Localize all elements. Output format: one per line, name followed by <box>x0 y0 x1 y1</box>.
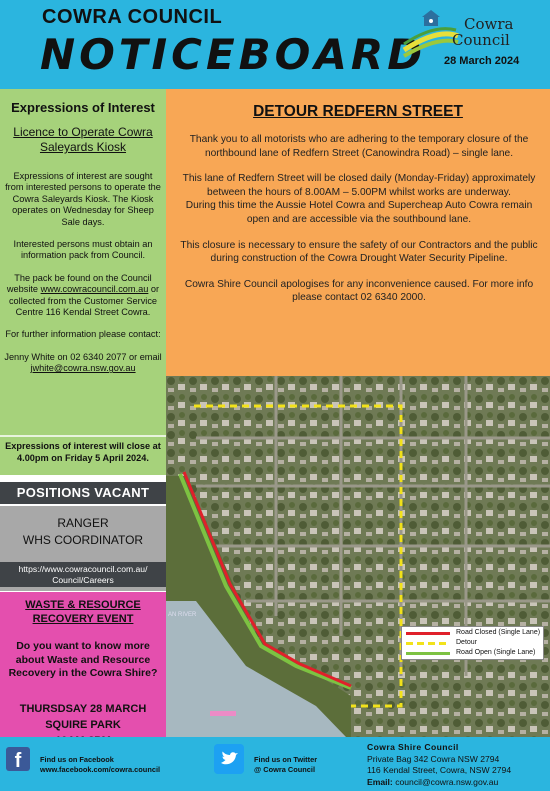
waste-title-line-2: RECOVERY EVENT <box>32 613 134 625</box>
waste-event-panel <box>0 592 166 737</box>
legend-road-closed <box>402 628 545 638</box>
eoi-contact-prefix: Jenny White on 02 6340 2077 or email <box>4 351 162 362</box>
council-name: COWRA COUNCIL <box>42 6 223 28</box>
address-email-label: Email: <box>367 776 396 787</box>
waste-event-question: Do you want to know more about Waste and Resource Recovery in the Cowra Shire? <box>8 640 158 679</box>
twitter-line-1: Find us on Twitter <box>254 755 318 764</box>
legend-road-closed-swatch <box>406 632 450 635</box>
position-whs-coordinator: WHS COORDINATOR <box>22 533 144 547</box>
detour-para-2a: This lane of Redfern Street will be closed daily (Monday-Friday) approximately between the hours of 8.00AM – 5.00PM whilst works are underway. <box>182 173 536 198</box>
council-website-link[interactable]: www.cowracouncil.com.au <box>40 284 149 295</box>
positions-vacant-heading: POSITIONS VACANT <box>0 482 166 504</box>
detour-para-4: Cowra Shire Council apologises for any inconvenience caused. For more info please contact 02 6340 2000. <box>184 278 534 304</box>
waste-event-date: THURSDSAY 28 MARCH <box>19 703 147 715</box>
logo-wordmark <box>452 16 513 48</box>
logo-line-cowra: Cowra <box>464 15 514 33</box>
eoi-para-4: For further information please contact: <box>5 329 161 340</box>
eoi-para-3-prefix: The pack be found on the Council website <box>6 272 152 295</box>
eoi-para-3 <box>4 273 162 319</box>
event-location-marker <box>210 711 236 716</box>
waste-event-title <box>0 598 166 626</box>
facebook-icon[interactable]: f <box>6 747 30 771</box>
eoi-contact <box>4 352 162 375</box>
position-ranger: RANGER <box>57 516 109 530</box>
contact-email-link[interactable]: jwhite@cowra.nsw.gov.au <box>30 363 136 374</box>
waste-event-location: SQUIRE PARK <box>45 719 121 731</box>
careers-link[interactable] <box>0 562 166 587</box>
facebook-line-2: www.facebook.com/cowra.council <box>40 765 161 774</box>
eoi-heading: Expressions of Interest <box>11 100 155 115</box>
address-email-link[interactable]: council@cowra.nsw.gov.au <box>395 776 499 787</box>
careers-link-line-1: https://www.cowracouncil.com.au/ <box>18 564 148 574</box>
left-column <box>0 89 166 737</box>
legend-detour-swatch <box>406 642 450 645</box>
legend-road-open <box>402 648 545 658</box>
council-address <box>367 742 511 788</box>
eoi-divider <box>0 435 166 437</box>
map-legend <box>401 626 544 660</box>
address-email-row <box>367 777 511 789</box>
legend-road-open-swatch <box>406 652 450 655</box>
detour-notice-panel <box>166 89 550 376</box>
eoi-para-2: Interested persons must obtain an information pack from Council. <box>13 239 153 261</box>
detour-para-1: Thank you to all motorists who are adhering to the temporary closure of the northbound lane of Redfern Street (Canowindra Road) – single lane. <box>189 134 529 159</box>
careers-link-line-2: Council/Careers <box>52 575 114 585</box>
expressions-of-interest-panel <box>0 89 166 475</box>
detour-para-2b: During this time the Aussie Hotel Cowra and Supercheap Auto Cowra remain open and are accessible via the southbound lane. <box>185 200 533 225</box>
address-street: 116 Kendal Street, Cowra, NSW 2794 <box>367 765 512 775</box>
address-council-name: Cowra Shire Council <box>367 742 459 752</box>
twitter-link[interactable] <box>254 755 317 775</box>
twitter-icon[interactable] <box>214 744 244 774</box>
legend-detour-label: Detour <box>456 639 478 646</box>
facebook-link[interactable] <box>40 755 160 775</box>
twitter-line-2: @ Cowra Council <box>254 765 315 774</box>
waste-title-line-1: WASTE & RESOURCE <box>25 599 141 611</box>
detour-para-3: This closure is necessary to ensure the safety of our Contractors and the public during construction of the Cowra Drought Water Security Pipeline. <box>180 239 538 265</box>
eoi-closing-date: Expressions of interest will close at 4.00pm on Friday 5 April 2024. <box>5 441 161 463</box>
eoi-body <box>4 171 162 386</box>
legend-road-open-label: Road Open (Single Lane) <box>456 649 536 656</box>
eoi-subheading: Licence to Operate Cowra Saleyards Kiosk <box>13 125 153 154</box>
detour-map <box>166 376 550 737</box>
issue-date: 28 March 2024 <box>444 55 520 67</box>
page-title: NOTICEBOARD <box>40 30 427 79</box>
logo-line-council: Council <box>452 31 510 49</box>
detour-title: DETOUR REDFERN STREET <box>253 103 463 120</box>
eoi-para-1: Expressions of interest are sought from interested persons to operate the Cowra Saleyards Kiosk. The Kiosk operates on Wednesday for Sheep Sale days. <box>5 171 161 227</box>
facebook-line-1: Find us on Facebook <box>40 755 114 764</box>
river-label: AN RIVER <box>168 612 197 618</box>
legend-road-closed-label: Road Closed (Single Lane) <box>456 629 541 636</box>
address-postal: Private Bag 342 Cowra NSW 2794 <box>367 753 500 764</box>
detour-body <box>176 133 542 317</box>
eoi-para-3-suffix: or collected from the Customer Service Centre 116 Kendal Street Cowra. <box>8 284 160 318</box>
legend-detour <box>402 638 545 648</box>
